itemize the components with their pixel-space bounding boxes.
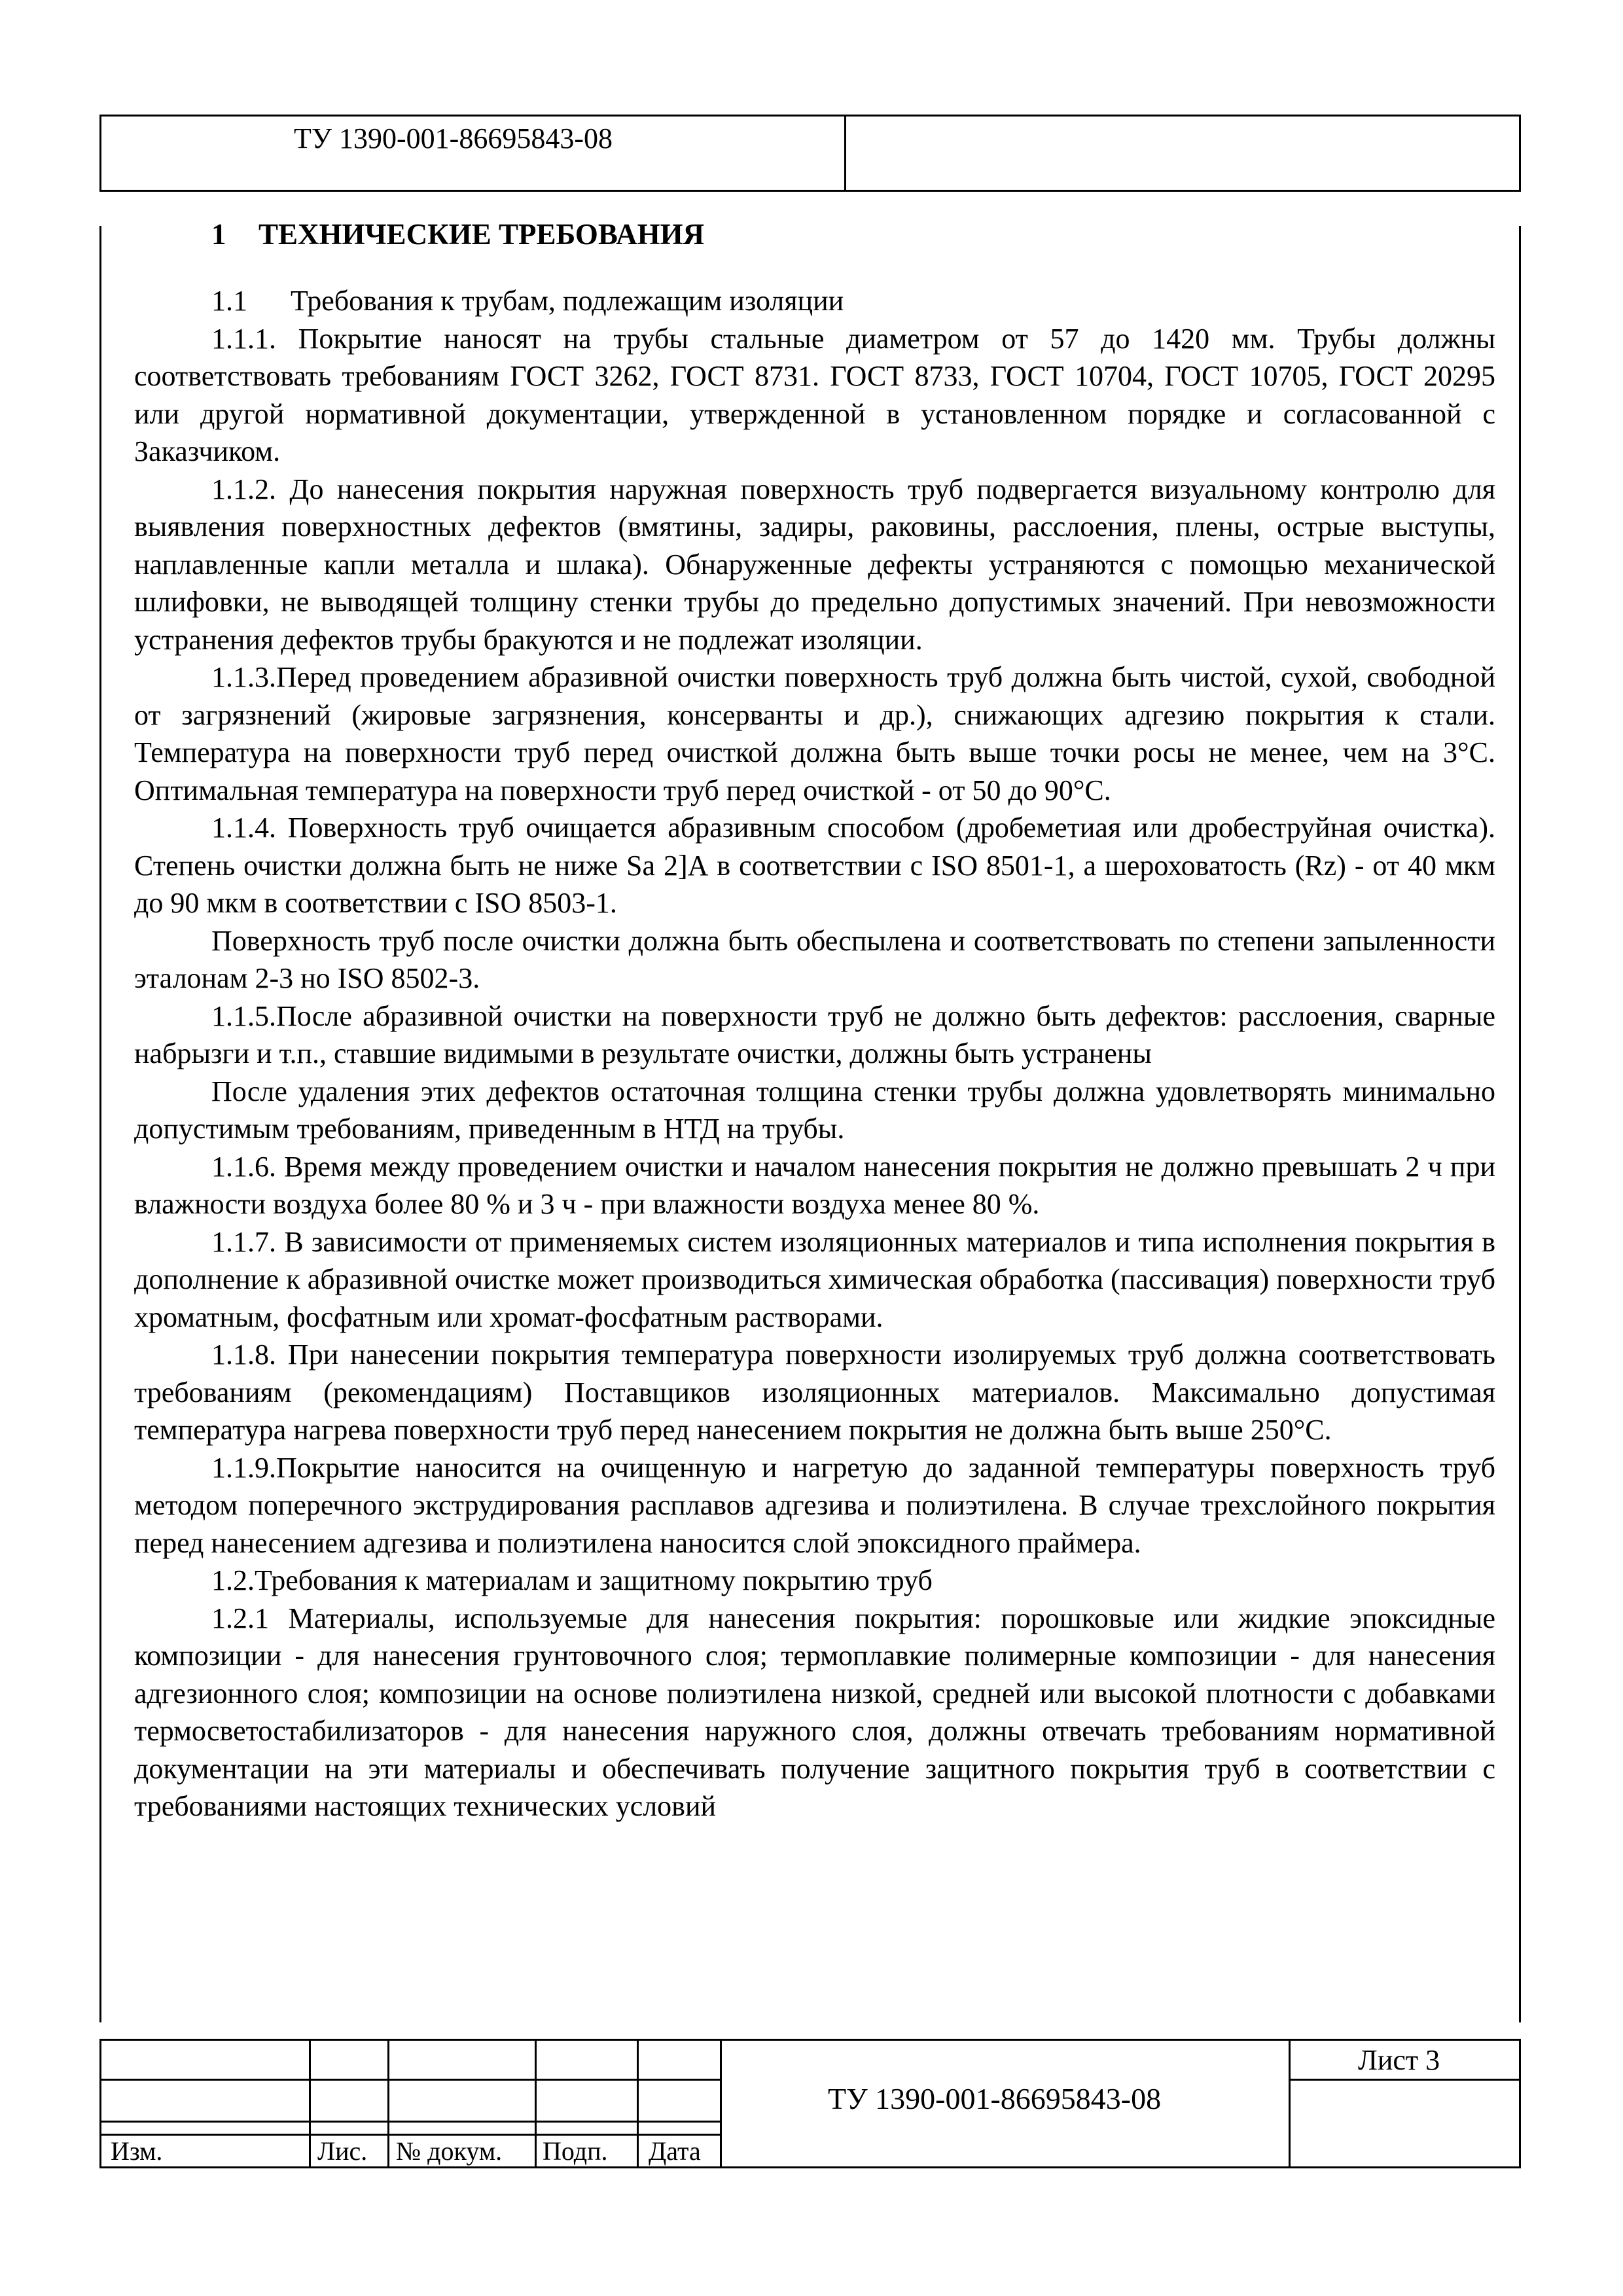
stamp-row-line — [101, 2079, 722, 2081]
stamp-row-line — [101, 2121, 722, 2123]
paragraph: Поверхность труб после очистки должна быть обеспылена и соответствовать по степени запыленности эталонам 2-3 но ISO 8502-3. — [134, 924, 1495, 994]
label-signature: Подп. — [543, 2136, 608, 2166]
title-block — [99, 2039, 1521, 2168]
paragraph: 1.1.5.После абразивной очистки на поверхности труб не должно быть дефектов: расслоения, сварные набрызги и т.п., ставшие видимыми в результате очистки, должны быть устранены — [134, 999, 1495, 1069]
label-change: Изм. — [111, 2136, 163, 2166]
frame-left-line — [99, 226, 101, 2022]
stamp-col-line — [309, 2041, 311, 2166]
header-doc-code: ТУ 1390-001-86695843-08 — [294, 122, 613, 154]
label-sheet: Лис. — [317, 2136, 368, 2166]
paragraph: 1.1.2. До нанесения покрытия наружная поверхность труб подвергается визуальному контролю для выявления поверхностных дефектов (вмятины, задиры, раковины, расслоения, плены, острые выступы, наплавленные капли металла и шлака). Обнаруженные дефекты устраняются с помощью механической шлифовки, не выводящей толщину стенки трубы до предельно допустимых значений. При невозможности устранения дефектов трубы бракуются и не подлежат изоляции. — [134, 473, 1495, 656]
section-number: 1 — [211, 218, 226, 251]
paragraph: 1.1.8. При нанесении покрытия температура поверхности изолируемых труб должна соответствовать требованиям (рекомендациям) Поставщиков изоляционных материалов. Максимально допустимая температура нагрева поверхности труб перед нанесением покрытия не должна быть выше 250°С. — [134, 1338, 1495, 1446]
sheet-number: Лист 3 — [1358, 2044, 1440, 2076]
paragraph: 1.1.9.Покрытие наносится на очищенную и нагретую до заданной температуры поверхность труб методом поперечного экструдирования расплавов адгезива и полиэтилена. В случае трехслойного покрытия перед нанесением адгезива и полиэтилена наносится слой эпоксидного праймера. — [134, 1451, 1495, 1559]
stamp-col-line — [637, 2041, 639, 2166]
stamp-col-line — [720, 2041, 722, 2166]
paragraph: 1.1.6. Время между проведением очистки и началом нанесения покрытия не должно превышать 2 ч при влажности воздуха более 80 % и 3 ч - при влажности воздуха менее 80 %. — [134, 1150, 1495, 1220]
frame-right-line — [1519, 226, 1521, 2022]
document-body — [134, 216, 1495, 1825]
label-date: Дата — [649, 2136, 701, 2166]
header-divider — [844, 117, 846, 190]
paragraph: 1.2.1 Материалы, используемые для нанесения покрытия: порошковые или жидкие эпоксидные композиции - для нанесения грунтовочного слоя; термоплавкие полимерные композиции - для нанесения адгезионного слоя; композиции на основе полиэтилена низкой, средней или высокой плотности с добавками термосветостабилизаторов - для нанесения наружного слоя, должны отвечать требованиям нормативной документации на эти материалы и обеспечивать получение защитного покрытия труб в соответствии с требованиями настоящих технических условий — [134, 1602, 1495, 1822]
label-doc-number: № докум. — [396, 2136, 503, 2166]
paragraph: 1.1.1. Покрытие наносят на трубы стальные диаметром от 57 до 1420 мм. Трубы должны соответствовать требованиям ГОСТ 3262, ГОСТ 8731. ГОСТ 8733, ГОСТ 10704, ГОСТ 10705, ГОСТ 20295 или другой нормативной документации, утвержденной в установленном порядке и согласованной с Заказчиком. — [134, 322, 1495, 467]
paragraph: 1.1 Требования к трубам, подлежащим изоляции — [211, 285, 844, 317]
paragraph: 1.2.Требования к материалам и защитному покрытию труб — [211, 1564, 933, 1596]
paragraph: После удаления этих дефектов остаточная толщина стенки трубы должна удовлетворять минимально допустимым требованиям, приведенным в НТД на трубы. — [134, 1075, 1495, 1145]
paragraph: 1.1.3.Перед проведением абразивной очистки поверхность труб должна быть чистой, сухой, свободной от загрязнений (жировые загрязнения, консерванты и др.), снижающих адгезию покрытия к стали. Температура на поверхности труб перед очисткой должна быть выше точки росы не менее, чем на 3°С. Оптимальная температура на поверхности труб перед очисткой - от 50 до 90°С. — [134, 661, 1495, 806]
stamp-col-line — [1289, 2041, 1291, 2166]
header-box — [99, 115, 1521, 192]
paragraph: 1.1.4. Поверхность труб очищается абразивным способом (дробеметиая или дробеструйная очистка). Степень очистки должна быть не ниже Sa 2]А в соответствии с ISO 8501-1, а шероховатость (Rz) - от 40 мкм до 90 мкм в соответствии с ISO 8503-1. — [134, 812, 1495, 919]
section-heading — [134, 216, 1495, 253]
title-block-doc-code: ТУ 1390-001-86695843-08 — [828, 2082, 1162, 2115]
paragraph: 1.1.7. В зависимости от применяемых систем изоляционных материалов и типа исполнения покрытия в дополнение к абразивной очистке может производиться химическая обработка (пассивация) поверхности труб хроматным, фосфатным или хромат-фосфатным растворами. — [134, 1225, 1495, 1333]
stamp-col-line — [535, 2041, 537, 2166]
sheet-cell-line — [1289, 2079, 1521, 2081]
stamp-col-line — [387, 2041, 389, 2166]
section-title: ТЕХНИЧЕСКИЕ ТРЕБОВАНИЯ — [259, 218, 705, 251]
